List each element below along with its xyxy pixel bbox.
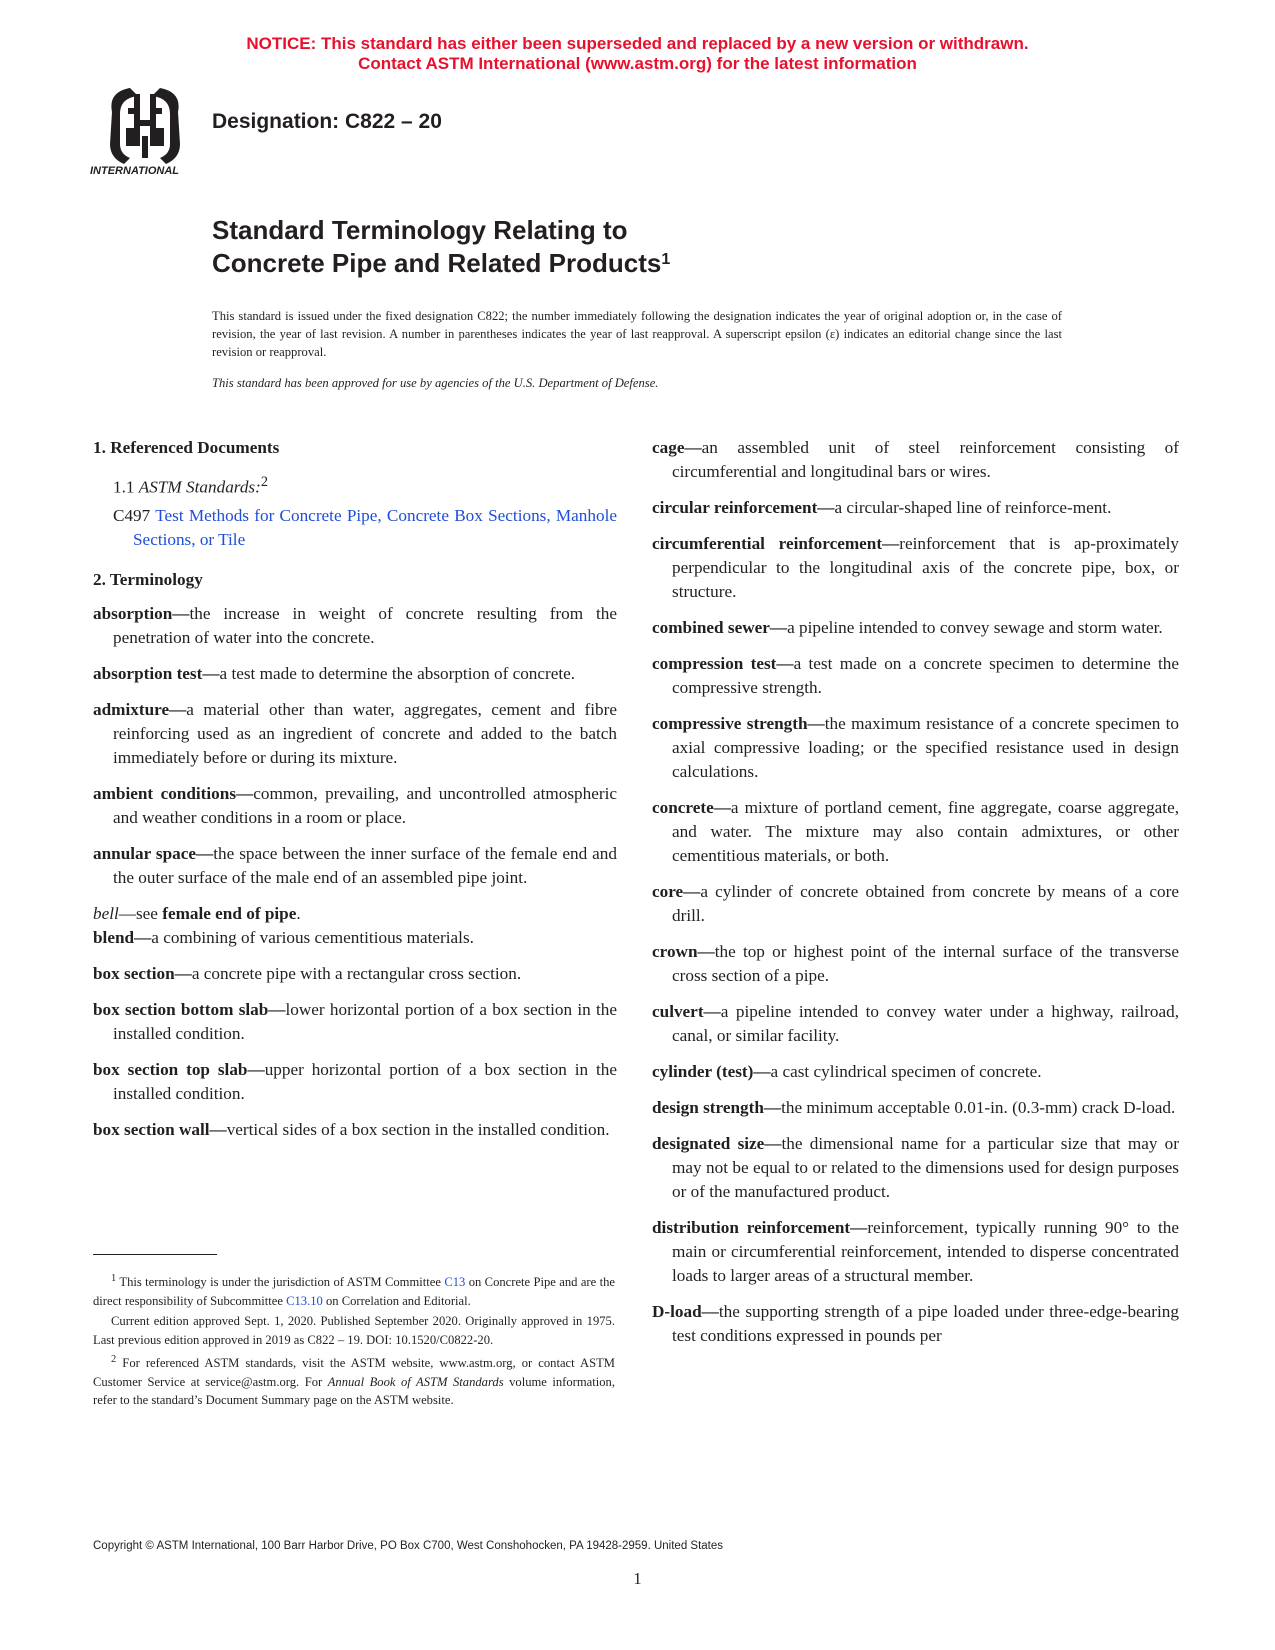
ref-link[interactable]: Test Methods for Concrete Pipe, Concrete Box Sections, Manhole Sections, or Tile: [133, 505, 617, 549]
term-definition: a material other than water, aggregates, cement and fibre reinforcing used as an ingredient of concrete and added to the batch immediately before or during its mixture.: [113, 699, 617, 767]
term-bell-name: bell: [93, 903, 119, 923]
term-name: blend—: [93, 927, 152, 947]
term-name: culvert—: [652, 1002, 721, 1021]
term-entry: [93, 782, 617, 830]
footnote-ref-2: 2: [260, 474, 269, 490]
term-definition: a cast cylindrical specimen of concrete.: [770, 1062, 1042, 1081]
term-definition: lower horizontal portion of a box section in the installed condition.: [113, 999, 617, 1043]
term-name: box section bottom slab—: [93, 999, 286, 1019]
term-entry: [652, 940, 1179, 988]
term-entry: [652, 616, 1179, 640]
fn2-text-b: volume information, refer to the standard’s Document Summary page on the ASTM website.: [93, 1374, 615, 1408]
term-definition: reinforcement that is ap-proximately perpendicular to the longitudinal axis of the concrete pipe, box, or structure.: [672, 534, 1179, 601]
term-entry: [652, 436, 1179, 484]
preamble-text: This standard is issued under the fixed designation C822; the number immediately following the designation indicates the year of original adoption or, in the case of revision, the year of last revision. A number in parentheses indicates the year of last reapproval. A superscript epsilon (ε) indicates an editorial change since the last revision or reapproval.: [212, 309, 1062, 359]
term-definition: vertical sides of a box section in the installed condition.: [226, 1119, 610, 1139]
astm-logo: [90, 84, 200, 176]
term-name: annular space—: [93, 843, 214, 863]
dod-approval-note: This standard has been approved for use by agencies of the U.S. Department of Defense.: [212, 376, 659, 390]
term-name: box section—: [93, 963, 192, 983]
term-entry: [652, 1216, 1179, 1288]
subsection-number: 1.1: [113, 477, 135, 497]
term-name: box section wall—: [93, 1119, 227, 1139]
term-entry: [652, 532, 1179, 604]
term-definition: reinforcement, typically running 90° to the main or circumferential reinforcement, intended to disperse concentrated loads to larger areas of a structural member.: [672, 1218, 1180, 1285]
term-name: absorption test—: [93, 663, 220, 683]
term-entry: [93, 698, 617, 770]
notice-line-1: NOTICE: This standard has either been superseded and replaced by a new version or withdrawn.: [246, 34, 1029, 53]
title-line-2: [212, 247, 670, 280]
title-line-1: Standard Terminology Relating to: [212, 215, 628, 245]
copyright: Copyright © ASTM International, 100 Barr Harbor Drive, PO Box C700, West Conshohocken, PA 19428-2959. United States: [93, 1540, 724, 1552]
left-column: [93, 436, 617, 1154]
term-definition: a cylinder of concrete obtained from concrete by means of a core drill.: [672, 882, 1179, 925]
term-name: combined sewer—: [652, 618, 788, 637]
term-name: designated size—: [652, 1134, 782, 1153]
fn1-text-a: This terminology is under the jurisdiction of ASTM Committee: [116, 1275, 445, 1290]
term-definition: the top or highest point of the internal surface of the transverse cross section of a pipe.: [672, 942, 1179, 985]
term-entry: [93, 926, 617, 950]
term-entry: [652, 880, 1179, 928]
term-name: cage—: [652, 438, 702, 457]
term-bell-ref: female end of pipe: [162, 903, 297, 923]
notice-banner: [0, 34, 1275, 74]
footnote-2: [93, 1351, 615, 1410]
fn2-marker: 2: [111, 1354, 117, 1366]
term-definition: the minimum acceptable 0.01-in. (0.3-mm) crack D-load.: [781, 1098, 1176, 1117]
subsection-1-1: [113, 470, 617, 500]
designation: Designation: C822 – 20: [212, 110, 442, 133]
term-definition: the supporting strength of a pipe loaded under three-edge-bearing test conditions expressed in pounds per: [672, 1302, 1179, 1345]
term-definition: a test made on a concrete specimen to determine the compressive strength.: [672, 654, 1179, 697]
term-name: compression test—: [652, 654, 794, 673]
section-2-heading: 2. Terminology: [93, 569, 203, 589]
term-entry: [652, 796, 1179, 868]
term-name: crown—: [652, 942, 715, 961]
notice-line-2: Contact ASTM International (www.astm.org) for the latest information: [358, 54, 917, 73]
term-definition: common, prevailing, and uncontrolled atmospheric and weather conditions in a room or place.: [113, 783, 617, 827]
term-definition: the space between the inner surface of the female end and the outer surface of the male end of an assembled pipe joint.: [113, 843, 617, 887]
footnote-1: [93, 1270, 615, 1310]
title-footnote-ref: 1: [661, 251, 671, 268]
fn1-text-c: on Correlation and Editorial.: [322, 1293, 471, 1308]
term-definition: a test made to determine the absorption of concrete.: [219, 663, 576, 683]
term-definition: the maximum resistance of a concrete specimen to axial compressive loading; or the specified resistance used in design calculations.: [672, 714, 1179, 781]
page-number: 1: [633, 1569, 642, 1588]
term-name: cylinder (test)—: [652, 1062, 771, 1081]
term-definition: a pipeline intended to convey water under a highway, railroad, canal, or similar facility.: [672, 1002, 1179, 1045]
term-bell-see: —see: [118, 903, 163, 923]
term-definition: a mixture of portland cement, fine aggregate, coarse aggregate, and water. The mixture may also contain admixtures, or other cementitious materials, or both.: [672, 798, 1179, 865]
fn2-text-a: For referenced ASTM standards, visit the ASTM website, www.astm.org, or contact ASTM Customer Service at service@astm.org. For: [93, 1356, 615, 1389]
term-definition: the increase in weight of concrete resulting from the penetration of water into the concrete.: [113, 603, 617, 647]
term-definition: an assembled unit of steel reinforcement consisting of circumferential and longitudinal bars or wires.: [672, 438, 1179, 481]
term-name: ambient conditions—: [93, 783, 254, 803]
subcommittee-link[interactable]: C13.10: [286, 1293, 323, 1308]
term-name: circular reinforcement—: [652, 498, 835, 517]
fn1-marker: 1: [111, 1273, 117, 1284]
document-title: [212, 214, 670, 280]
term-entry: [652, 712, 1179, 784]
subsection-title: ASTM Standards:: [138, 477, 261, 497]
term-entry: [93, 662, 617, 686]
term-name: admixture—: [93, 699, 187, 719]
term-name: box section top slab—: [93, 1059, 265, 1079]
term-name: distribution reinforcement—: [652, 1218, 868, 1237]
term-entry: [652, 496, 1179, 520]
term-definition: a concrete pipe with a rectangular cross section.: [191, 963, 522, 983]
section-1-heading: 1. Referenced Documents: [93, 438, 280, 457]
term-entry: [652, 1060, 1179, 1084]
fn1-text-b: on Concrete Pipe and are the direct responsibility of Subcommittee: [93, 1275, 615, 1308]
logo-text: INTERNATIONAL: [90, 165, 180, 176]
ref-code: C497: [113, 505, 151, 525]
term-entry: [652, 652, 1179, 700]
right-column: [652, 436, 1179, 1360]
term-entry: [93, 602, 617, 650]
fn2-italic: Annual Book of ASTM Standards: [327, 1374, 504, 1389]
term-definition: a circular-shaped line of reinforce-ment.: [834, 498, 1112, 517]
term-bell: [93, 902, 617, 926]
term-name: core—: [652, 882, 701, 901]
term-name: design strength—: [652, 1098, 782, 1117]
term-entry: [652, 1300, 1179, 1348]
term-entry: [93, 998, 617, 1046]
title-line-2-text: Concrete Pipe and Related Products: [212, 248, 662, 278]
term-bell-end: .: [296, 903, 301, 923]
footnote-edition: Current edition approved Sept. 1, 2020. Published September 2020. Originally approved in 1975. Last previous edition approved in 2019 as C822 – 19. DOI: 10.1520/C0822-20.: [93, 1314, 615, 1347]
term-entry: [652, 1000, 1179, 1048]
term-name: absorption—: [93, 603, 190, 623]
referenced-document: [113, 504, 617, 552]
term-name: concrete—: [652, 798, 731, 817]
term-definition: upper horizontal portion of a box section in the installed condition.: [113, 1059, 617, 1103]
term-entry: [93, 1118, 617, 1142]
footnote-divider: [93, 1254, 217, 1255]
committee-link[interactable]: C13: [444, 1275, 466, 1290]
term-name: D-load—: [652, 1302, 719, 1321]
term-definition: a pipeline intended to convey sewage and storm water.: [787, 618, 1163, 637]
term-entry: [652, 1096, 1179, 1120]
term-name: compressive strength—: [652, 714, 825, 733]
term-name: circumferential reinforcement—: [652, 534, 900, 553]
term-entry: [93, 1058, 617, 1106]
footnotes: [93, 1270, 615, 1412]
term-definition: a combining of various cementitious materials.: [151, 927, 474, 947]
term-entry: [93, 842, 617, 890]
term-entry: [93, 962, 617, 986]
term-definition: the dimensional name for a particular size that may or may not be equal to or related to the dimensions used for design purposes or of the manufactured product.: [672, 1134, 1179, 1201]
term-entry: [652, 1132, 1179, 1204]
